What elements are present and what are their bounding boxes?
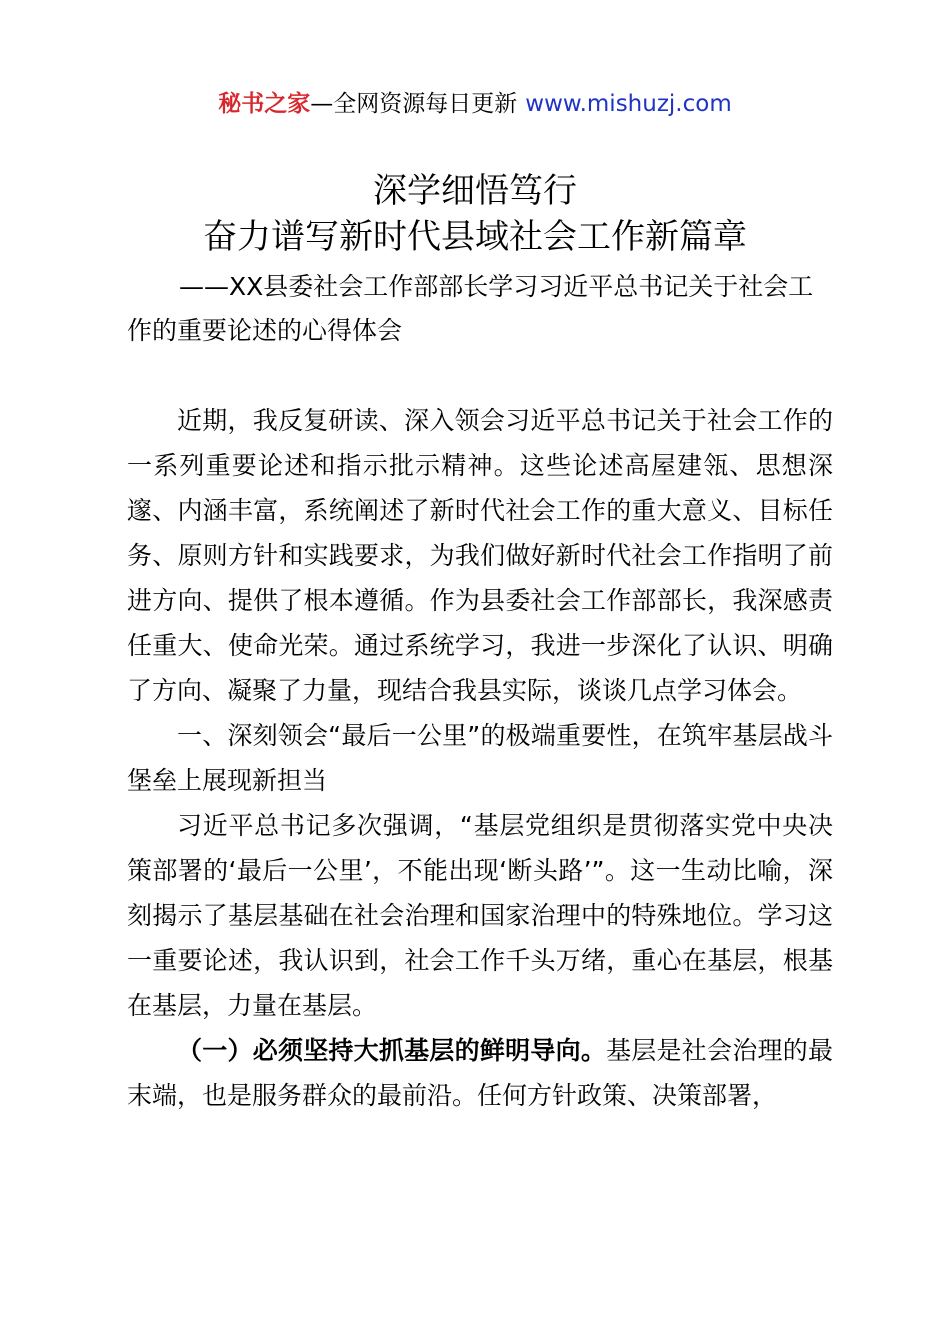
brand-name: 秘书之家 — [218, 91, 311, 117]
document-title-line1: 深学细悟笃行 — [373, 171, 577, 211]
subsection-text: 基层是社会治理的最末端，也是服务群众的最前沿。任何方针政策、决策部署， — [127, 1036, 833, 1110]
site-header — [0, 88, 950, 120]
paragraph-section-1: 习近平总书记多次强调，“基层党组织是贯彻落实党中央决策部署的‘最后一公里’，不能出现‘断头路’”。这一生动比喻，深刻揭示了基层基础在社会治理和国家治理中的特殊地位。学习这一重要论述，我认识到，社会工作千头万绪，重心在基层，根基在基层，力量在基层。 — [127, 811, 833, 1020]
document-subtitle: ——XX县委社会工作部部长学习习近平总书记关于社会工作的重要论述的心得体会 — [127, 272, 814, 345]
header-tagline: —全网资源每日更新 — [310, 91, 518, 117]
paragraph-subsection-1 — [127, 1028, 833, 1118]
subsection-lead: （一）必须坚持大抓基层的鲜明导向。 — [177, 1036, 607, 1065]
document-title-line2: 奋力谱写新时代县域社会工作新篇章 — [203, 217, 747, 257]
header-url[interactable]: www.mishuzj.com — [525, 91, 732, 117]
document-body — [127, 398, 833, 1118]
section-heading-1: 一、深刻领会“最后一公里”的极端重要性，在筑牢基层战斗堡垒上展现新担当 — [127, 721, 833, 795]
paragraph-intro: 近期，我反复研读、深入领会习近平总书记关于社会工作的一系列重要论述和指示批示精神。这些论述高屋建瓴、思想深邃、内涵丰富，系统阐述了新时代社会工作的重大意义、目标任务、原则方针和实践要求，为我们做好新时代社会工作指明了前进方向、提供了根本遵循。作为县委社会工作部部长，我深感责任重大、使命光荣。通过系统学习，我进一步深化了认识、明确了方向、凝聚了力量，现结合我县实际，谈谈几点学习体会。 — [127, 406, 833, 705]
